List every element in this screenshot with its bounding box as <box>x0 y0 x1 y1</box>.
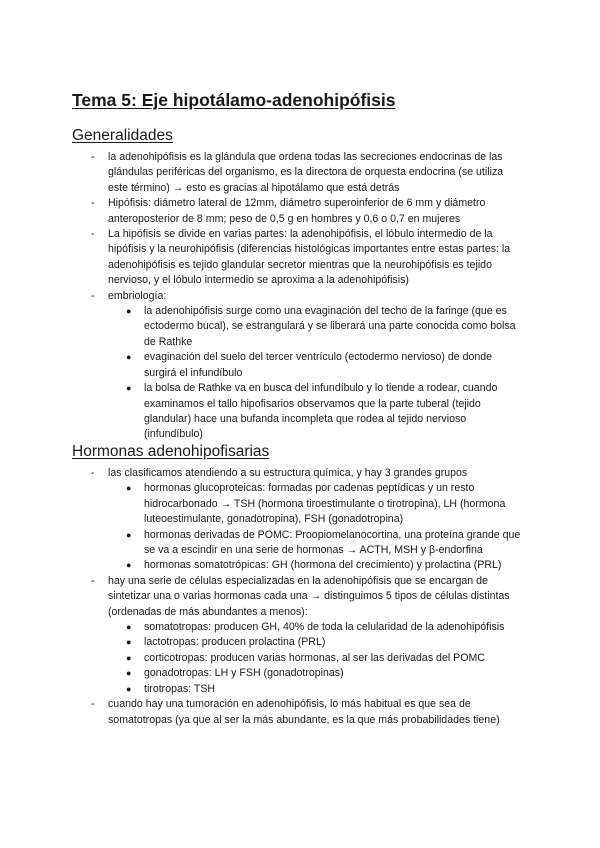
list-item <box>0 227 522 289</box>
bullet-marker: ● <box>126 622 132 633</box>
sublist-item <box>108 481 524 527</box>
list-item-text: cuando hay una tumoración en adenohipófisis, lo más habitual es que sea de somatotropas (ya que al ser la más abundante, es la que más probabilidades tiene) <box>108 698 500 726</box>
sublist-item <box>108 528 524 559</box>
bullet-marker: ● <box>126 560 132 571</box>
sublist-item-text: la bolsa de Rathke va en busca del infundíbulo y lo tiende a rodear, cuando examinamos el tallo hipofisarios observamos que la parte tuberal (tejido glandular) hace una bufanda incompleta que rodea al tejido nervioso (infundíbulo) <box>144 382 498 441</box>
sublist-item-text: somatotropas: producen GH, 40% de toda la celularidad de la adenohipófisis <box>144 621 505 634</box>
sublist-item-text: hormonas glucoproteicas: formadas por cadenas peptídicas y un resto hidrocarbonado → TSH (hormona tiroestimulante o tirotropina), LH (hormona luteoestimulante, gonadotropina), FSH (gonadotropina) <box>144 482 506 526</box>
sublist-item <box>108 635 524 650</box>
bullet-marker: ● <box>126 306 132 317</box>
list-item-text: Hipófisis: diámetro lateral de 12mm, diámetro superoinferior de 6 mm y diámetro anteroposterior de 8 mm; peso de 0,5 g en hombres y 0,6 o 0,7 en mujeres <box>108 197 486 225</box>
sublist-item-text: lactotropas: producen prolactina (PRL) <box>144 636 326 649</box>
list-item-text: las clasificamos atendiendo a su estructura química, y hay 3 grandes grupos <box>108 467 468 479</box>
list-item <box>0 574 522 697</box>
generalidades-list <box>0 150 600 443</box>
bullet-marker: ● <box>126 529 132 540</box>
sublist <box>108 481 522 573</box>
sublist-item-text: la adenohipófisis surge como una evaginación del techo de la faringe (que es ectodermo bucal), se estrangulará y se liberará una parte conocida como bolsa de Rathke <box>144 305 516 348</box>
sublist-item-text: gonadotropas: LH y FSH (gonadotropinas) <box>144 667 344 680</box>
list-item-text: hay una serie de células especializadas en la adenohipófisis que se encargan de sintetizar una o varias hormonas cada una → distinguimos 5 tipos de células distintas (ordenadas de más abundantes a menos): <box>108 574 510 618</box>
sublist-item <box>108 558 524 573</box>
section-heading-generalidades: Generalidades <box>72 127 173 144</box>
list-item-text: la adenohipófisis es la glándula que ordena todas las secreciones endocrinas de las glándulas periféricas del organismo, es la directora de orquesta endocrina (se utiliza este término) → esto es gracias al hipotálamo que está detrás <box>108 151 504 194</box>
sublist-item <box>108 666 524 681</box>
sublist-item <box>108 381 524 443</box>
dash-marker: - <box>91 289 95 302</box>
dash-marker: - <box>91 197 95 210</box>
list-item <box>0 466 522 574</box>
dash-marker: - <box>91 698 95 711</box>
sublist-item <box>108 304 524 350</box>
sublist <box>108 620 522 697</box>
sublist-item <box>108 350 524 381</box>
sublist-item-text: tirotropas: TSH <box>144 682 216 695</box>
sublist-item-text: hormonas somatotrópicas: GH (hormona del crecimiento) y prolactina (PRL) <box>144 559 502 572</box>
bullet-marker: ● <box>126 637 132 648</box>
list-item <box>0 196 522 227</box>
sublist-item-text: corticotropas: producen varias hormonas, al ser las derivadas del POMC <box>144 651 485 664</box>
sublist-item <box>108 620 524 635</box>
dash-marker: - <box>91 228 95 241</box>
list-item-text: La hipófisis se divide en varias partes: la adenohipófisis, el lóbulo intermedio de la hipófisis y la neurohipófisis (diferencias histológicas importantes entre estas partes: la adenohipófisis es tejido glandular secretor mientras que la neurohipófisis es tejido nervioso, y el lóbulo intermedio se aproxima a la adenohipófisis) <box>108 228 511 287</box>
sublist-item-text: hormonas derivadas de POMC: Proopiomelanocortina, una proteína grande que se va a escindir en una serie de hormonas → ACTH, MSH y β-endorfina <box>144 528 521 557</box>
bullet-marker: ● <box>126 668 132 679</box>
sublist-item <box>108 651 524 666</box>
dash-marker: - <box>91 574 95 587</box>
list-item <box>0 289 522 443</box>
bullet-marker: ● <box>126 683 132 694</box>
list-item <box>0 697 522 728</box>
sublist-item <box>108 682 524 697</box>
list-item-text: embriología: <box>108 289 167 302</box>
dash-marker: - <box>91 151 95 163</box>
sublist-item-text: evaginación del suelo del tercer ventrículo (ectodermo nervioso) de donde surgirá el infundíbulo <box>144 351 493 379</box>
section-heading-hormonas: Hormonas adenohipofisarias <box>72 443 270 460</box>
hormonas-list <box>0 466 600 728</box>
sublist <box>108 304 522 443</box>
bullet-marker: ● <box>126 652 132 663</box>
dash-marker: - <box>91 467 95 479</box>
list-item <box>0 150 522 196</box>
bullet-marker: ● <box>126 383 132 394</box>
bullet-marker: ● <box>126 352 132 363</box>
bullet-marker: ● <box>126 483 132 494</box>
page-title: Tema 5: Eje hipotálamo-adenohipófisis <box>72 90 396 110</box>
